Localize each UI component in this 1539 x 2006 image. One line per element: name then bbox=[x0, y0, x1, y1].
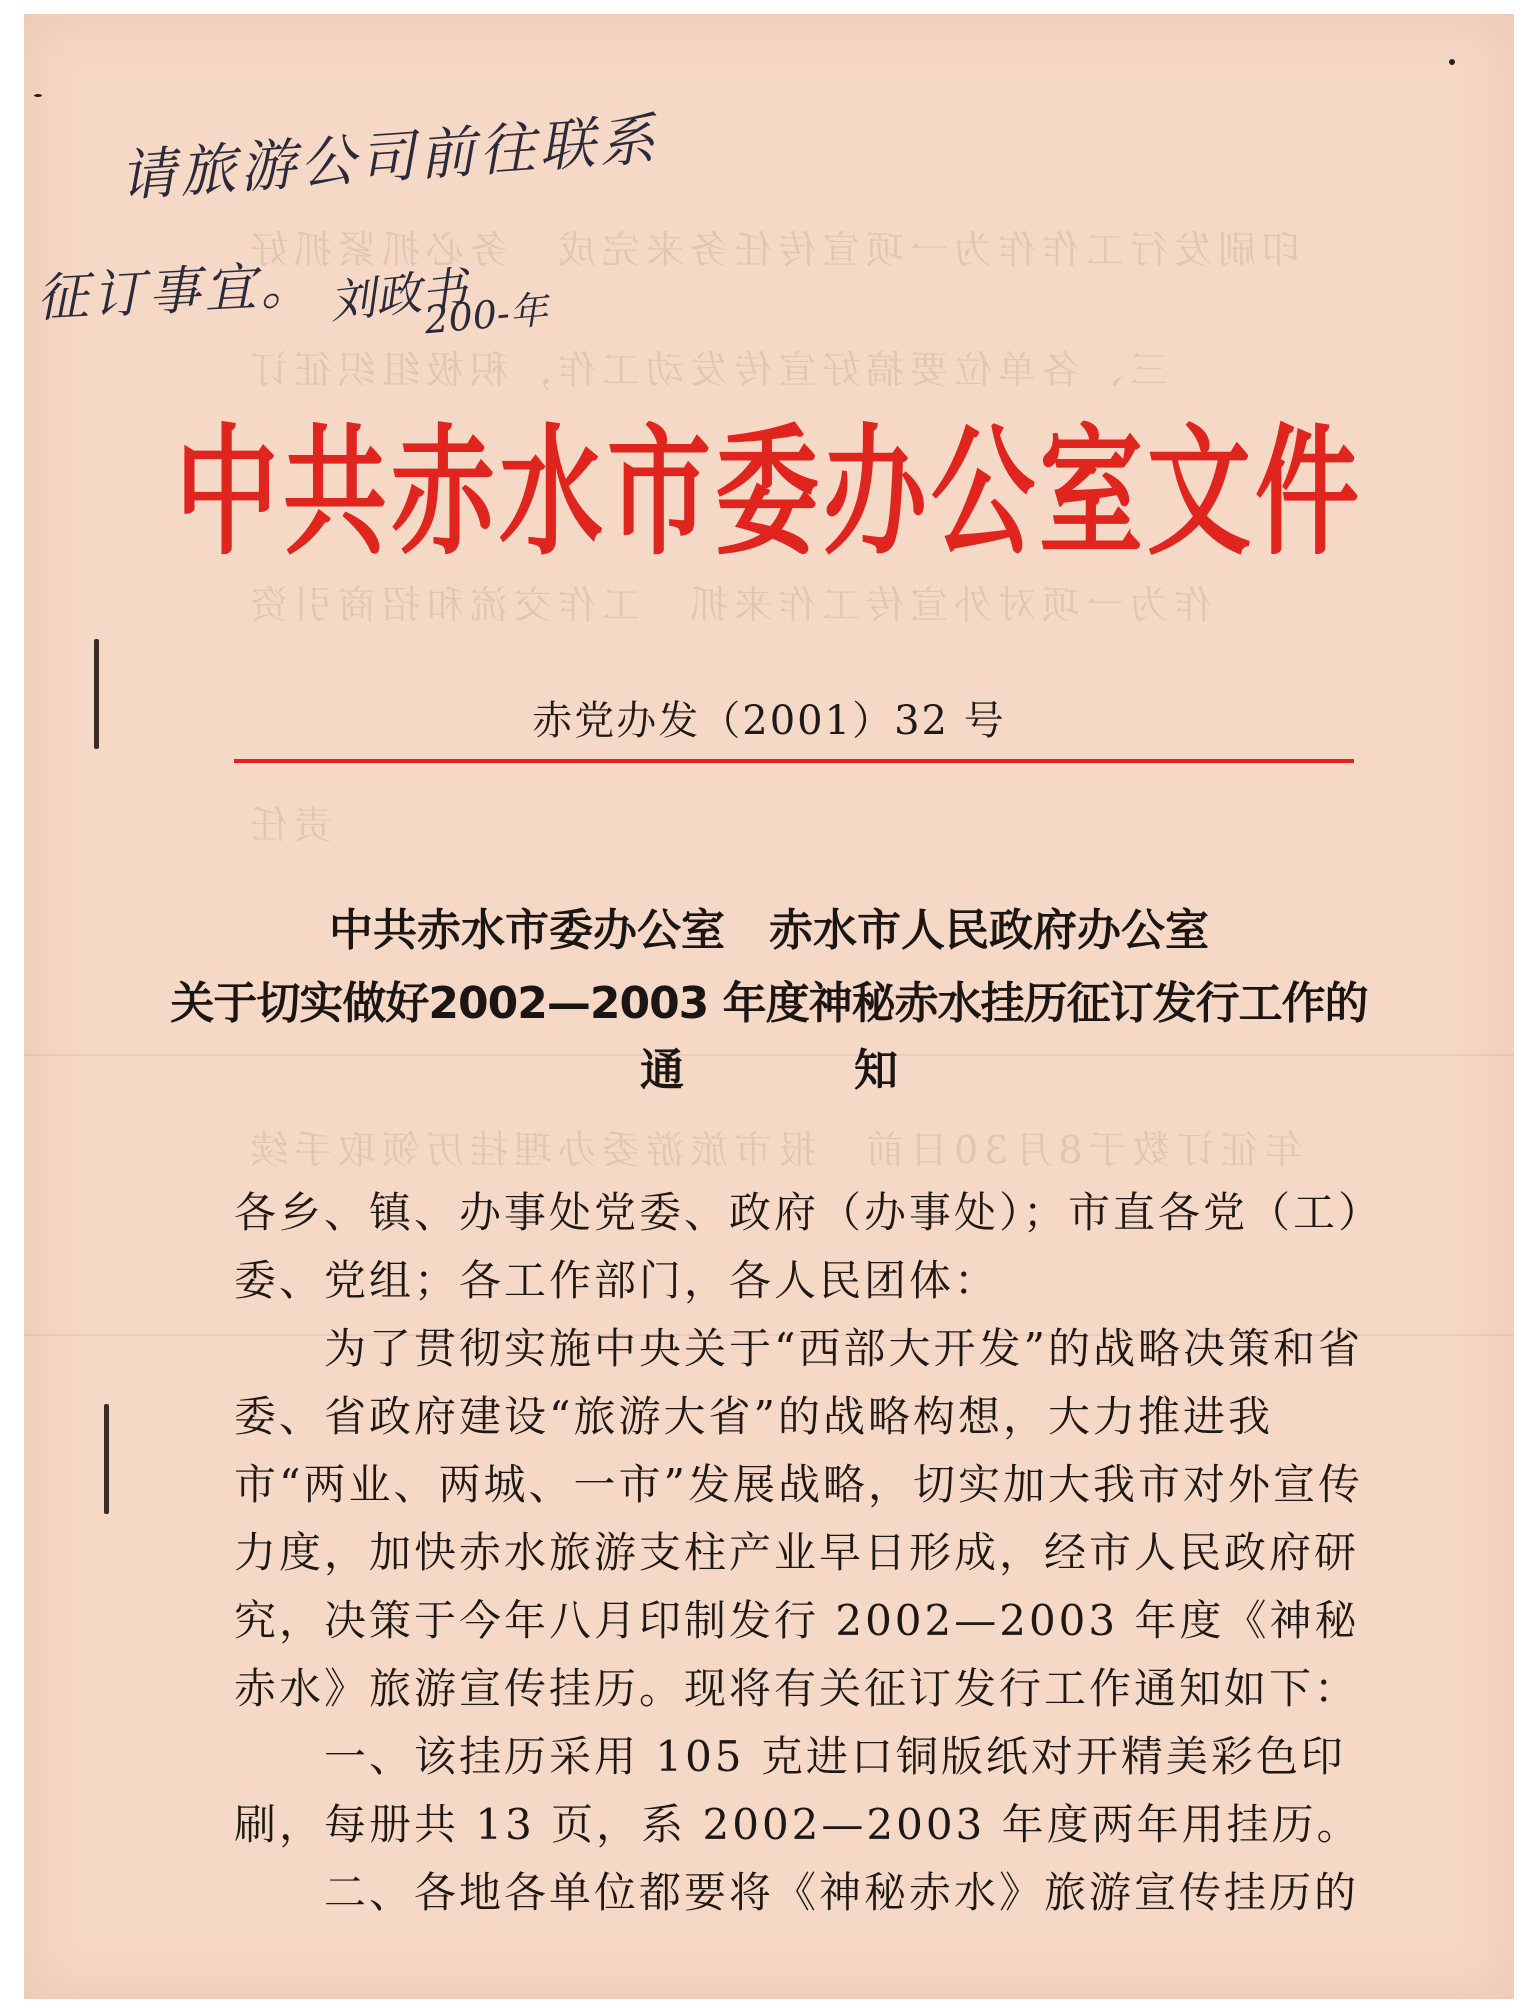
bleed-through-text: 作为一项对外宣传工作来抓 工作交流和招商引资 bbox=[244, 583, 1213, 627]
body-paragraph-1: 为了贯彻实施中央关于“西部大开发”的战略决策和省委、省政府建设“旅游大省”的战略构想，大力推进我市“两业、两城、一市”发展战略，切实加大我市对外宣传力度，加快赤水旅游支柱产业早日形成，经市人民政府研究，决策于今年八月印制发行 2002—2003 年度《神秘赤水》旅游宣传挂历。现将有关征订发行工作通知如下： bbox=[234, 1324, 1363, 1713]
header-divider bbox=[234, 759, 1354, 763]
document-page bbox=[24, 14, 1514, 1999]
bleed-through-text: 年征订数于8月30日前 报市旅游委办理挂历领取手续 bbox=[244, 1128, 1303, 1172]
notice-title-line1: 中共赤水市委办公室 赤水市人民政府办公室 bbox=[329, 905, 1209, 956]
body-paragraph-3: 二、各地各单位都要将《神秘赤水》旅游宣传挂历的 bbox=[324, 1868, 1360, 1917]
handwritten-note-line1: 请旅游公司前往联系 bbox=[117, 107, 661, 210]
handwritten-note-line2: 征订事宜。 bbox=[34, 254, 318, 330]
bleed-through-text: 三、各单位要搞好宣传发动工作，积极组织征订 bbox=[244, 348, 1169, 392]
handwritten-date: 200-年 bbox=[422, 287, 550, 343]
notice-body bbox=[234, 1179, 1369, 1927]
addressee-paragraph: 各乡、镇、办事处党委、政府（办事处）；市直各党（工）委、党组；各工作部门，各人民团体： bbox=[234, 1188, 1363, 1305]
document-header-title: 中共赤水市委办公室文件 bbox=[174, 410, 1363, 575]
body-paragraph-2: 一、该挂历采用 105 克进口铜版纸对开精美彩色印刷，每册共 13 页，系 2002—2003 年度两年用挂历。 bbox=[234, 1732, 1362, 1849]
bleed-through-text: 印刷发行工作作为一项宣传任务来完成 务必抓紧抓好 bbox=[244, 228, 1301, 272]
notice-title-line2: 关于切实做好2002—2003 年度神秘赤水挂历征订发行工作的 bbox=[170, 978, 1368, 1029]
handwritten-signature: 刘政书 bbox=[326, 260, 470, 330]
ink-speck bbox=[34, 94, 42, 97]
notice-title-line3: 通知 bbox=[640, 1045, 1068, 1096]
document-number: 赤党办发（2001）32 号 bbox=[532, 698, 1006, 744]
ink-speck bbox=[1449, 59, 1455, 65]
staple-mark bbox=[104, 1404, 109, 1514]
bleed-through-text: 责任 bbox=[244, 803, 333, 847]
